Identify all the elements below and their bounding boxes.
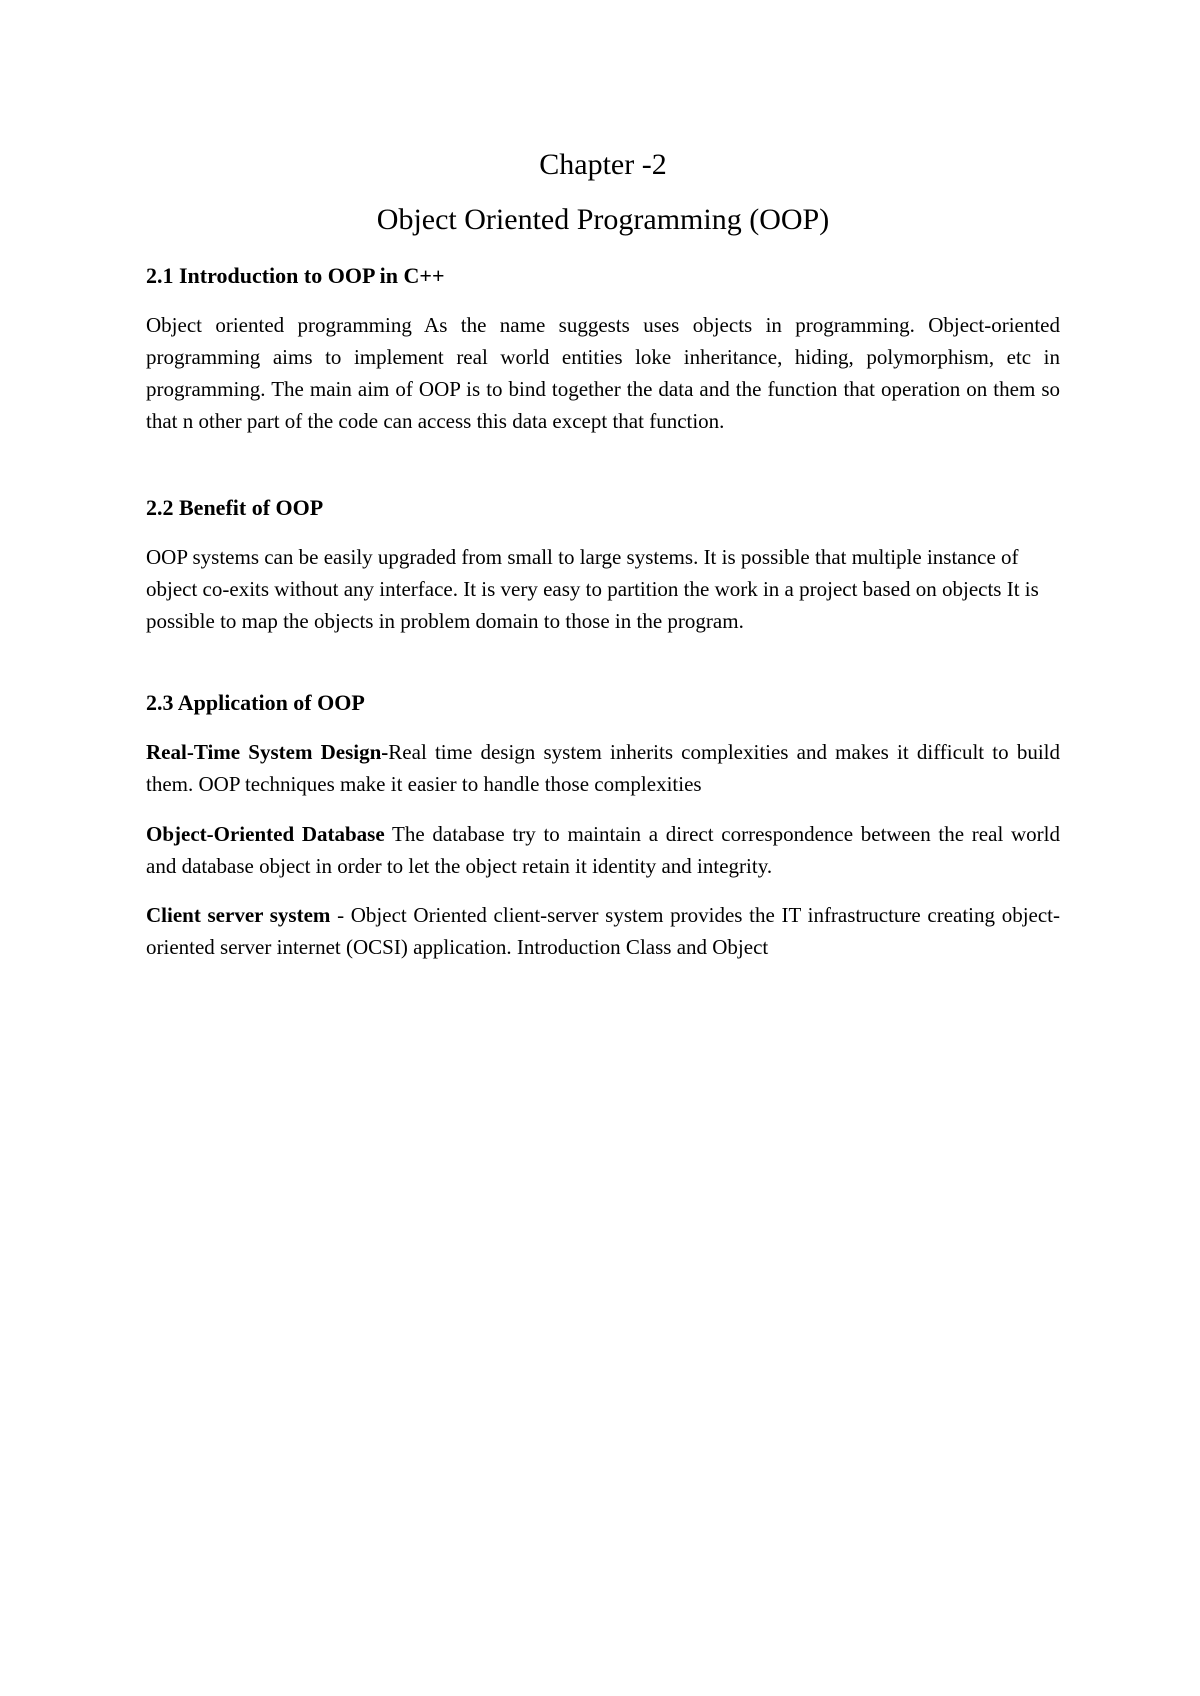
section-heading-application: 2.3 Application of OOP [146, 690, 365, 715]
section-heading-benefit: 2.2 Benefit of OOP [146, 495, 324, 520]
application-item-client-server [146, 899, 1060, 963]
section-body-benefit: OOP systems can be easily upgraded from small to large systems. It is possible that multiple instance of object co-exits without any interface. It is very easy to partition the work in a project based on objects It is possible to map the objects in problem domain to those in the program. [146, 545, 1039, 633]
section-body-intro: Object oriented programming As the name suggests uses objects in programming. Object-oriented programming aims to implement real world entities loke inheritance, hiding, polymorphism, etc in programming. The main aim of OOP is to bind together the data and the function that operation on them so that n other part of the code can access this data except that function. [146, 313, 1060, 433]
application-item-database [146, 818, 1060, 882]
application-term: Real-Time System Design- [146, 740, 389, 764]
chapter-title: Object Oriented Programming (OOP) [376, 203, 830, 236]
section-heading-intro: 2.1 Introduction to OOP in C++ [146, 263, 445, 288]
application-item-realtime [146, 736, 1060, 800]
application-text: - Object Oriented client-server system provides the IT infrastructure creating object-oriented server internet (OCSI) application. Introduction Class and Object [146, 903, 1060, 959]
application-term: Object-Oriented Database [146, 822, 385, 846]
application-term: Client server system [146, 903, 331, 927]
chapter-number: Chapter -2 [539, 148, 667, 181]
application-text: The database try to maintain a direct correspondence between the real world and database object in order to let the object retain it identity and integrity. [146, 822, 1060, 878]
application-text: Real time design system inherits complexities and makes it difficult to build them. OOP techniques make it easier to handle those complexities [146, 740, 1060, 796]
